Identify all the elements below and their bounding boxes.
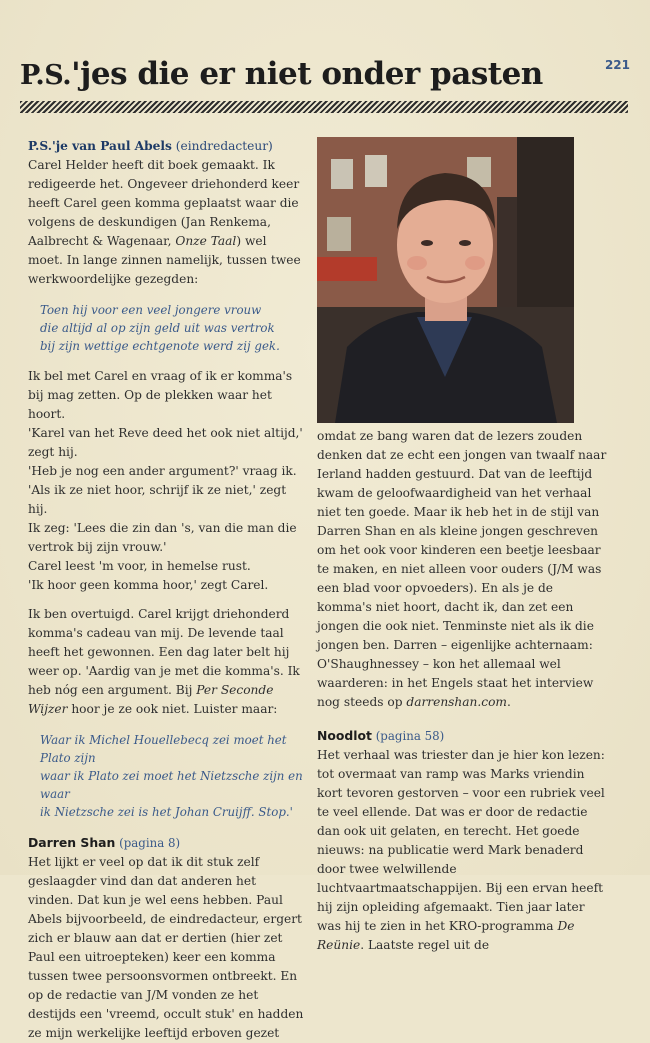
dialogue-line: 'Ik hoor geen komma hoor,' zegt Carel. <box>28 578 269 592</box>
right-paragraph-2 <box>317 746 607 955</box>
quote-2 <box>40 731 304 821</box>
paragraph-4-text: Het lijkt er veel op dat ik dit stuk zelf geslaagder vind dan dat anderen het vinden. Dat kun je wel eens hebben. Paul Abels bijvoorbeeld, de eindredacteur, ergert zich er blauw aan dat er dertien (hier zet Paul een uitroepteken) keer een komma tussen twee persoonsvormen ontbreekt. En op de redactie van <box>28 855 302 1002</box>
section-heading-darren-shan <box>28 833 304 853</box>
paragraph-4 <box>28 853 304 1043</box>
right-p2-em: De Reünie <box>317 919 575 952</box>
paragraph-1-em: Onze Taal <box>175 234 237 248</box>
right-p2-text: Het verhaal was triester dan je hier kon lezen: tot overmaat van ramp was Marks vriendin kort tevoren gestorven – voor een rubriek veel te veel ellende. Dat was er door de redactie dan ook uit gelaten, en terecht. Het goede nieuws: na publicatie werd Mark benaderd door twee welwillende luchtvaartmaatschappijen. Bij een ervan heeft hij zijn opleiding afgemaakt. Tien jaar later was hij te zien in het <box>317 748 605 933</box>
right-p2-mid: -programma <box>477 919 558 933</box>
right-p1-text: omdat ze bang waren dat de lezers zouden denken dat ze echt een jongen van twaalf naar Ierland hadden gestuurd. Dat van de leeftijd kwam de geloofwaardigheid van het verhaal niet ten goede. Maar ik heb het in de stijl van Darren Shan en als kleine jongen geschreven om het ook voor kinderen een beetje leesbaar te maken, en niet alleen voor ouders ( <box>317 429 607 576</box>
section-heading-noodlot <box>317 726 607 746</box>
dialogue-line: Ik zeg: 'Lees die zin dan 's, van die man die vertrok bij zijn vrouw.' <box>28 521 297 554</box>
dialogue-line: 'Karel van het Reve deed het ook niet altijd,' zegt hij. <box>28 426 303 459</box>
paragraph-1-end: ) wel moet. In lange zinnen namelijk, tussen twee werkwoordelijke gezegden: <box>28 234 301 286</box>
page-number: 221 <box>604 58 630 72</box>
dialogue-line: Ik bel met Carel en vraag of ik er komma's bij mag zetten. Op de plekken waar het hoort. <box>28 369 293 421</box>
right-p2-sc: KRO <box>448 919 478 933</box>
page-title <box>20 56 543 92</box>
paragraph-3-text: Ik ben overtuigd. Carel krijgt driehonderd komma's cadeau van mij. De levende taal heeft het gewonnen. Een dag later belt hij weer op. 'Aardig van je met die komma's. Ik heb nóg een argument. Bij <box>28 607 300 697</box>
portrait-illustration <box>317 137 574 423</box>
right-p1-end: . <box>507 695 511 709</box>
dialogue-line: 'Als ik ze niet hoor, schrijf ik ze niet,' zegt hij. <box>28 483 287 516</box>
right-column <box>317 427 607 955</box>
dialogue-line: 'Heb je nog een ander argument?' vraag ik. <box>28 464 297 478</box>
lead-role: (eindredacteur) <box>171 139 273 153</box>
title-rest: 'jes die er niet onder pasten <box>71 56 543 92</box>
portrait-photo <box>317 137 574 423</box>
quote-1-line: die altijd al op zijn geld uit was vertrok <box>40 321 275 335</box>
paragraph-3-end: hoor je ze ook niet. Luister maar: <box>67 702 278 716</box>
paragraph-3-em: Per Seconde Wijzer <box>28 683 274 716</box>
quote-1-line: Toen hij voor een veel jongere vrouw <box>40 303 262 317</box>
right-p1-em: darrenshan.com <box>406 695 507 709</box>
lead-line <box>28 137 304 156</box>
quote-2-line: Waar ik Michel Houellebecq zei moet het Plato zijn <box>40 733 287 765</box>
title-ps: P.S. <box>20 60 72 91</box>
right-p1-sc: J/M <box>552 562 574 576</box>
hatched-divider <box>20 101 628 113</box>
quote-2-line: waar ik Plato zei moet het Nietzsche zijn en waar <box>40 769 303 801</box>
heading-title: Darren Shan <box>28 835 116 850</box>
dialogue-line: Carel leest 'm voor, in hemelse rust. <box>28 559 251 573</box>
heading-title: Noodlot <box>317 728 372 743</box>
paragraph-3 <box>28 605 304 719</box>
paragraph-1 <box>28 156 304 289</box>
paragraph-4-end: vonden ze het destijds een 'vreemd, occult stuk' en hadden ze mijn werkelijke leeftijd erboven gezet <box>28 988 304 1040</box>
spacer <box>28 595 304 605</box>
quote-1-line: bij zijn wettige echtgenote werd zij gek. <box>40 339 280 353</box>
quote-1 <box>40 301 304 355</box>
quote-2-line: ik Nietzsche zei is het Johan Cruijff. Stop.' <box>40 805 293 819</box>
heading-page-ref: (pagina 8) <box>115 836 181 850</box>
right-p1-mid: was een blad voor opvoeders). En als je de komma's niet hoort, dacht ik, dan zet een jongen die ook niet. Tenminste niet als ik die jongen ben. Darren – eigenlijke achternaam: O'Shaughnessey – kon het allemaal wel waarderen: in het Engels staat het interview nog steeds op <box>317 562 602 709</box>
heading-page-ref: (pagina 58) <box>371 729 445 743</box>
paragraph-4-sc: J/M <box>146 988 169 1002</box>
right-paragraph-1 <box>317 427 607 712</box>
paragraph-1-text: Carel Helder heeft dit boek gemaakt. Ik redigeerde het. Ongeveer driehonderd keer heeft Carel geen komma geplaatst waar die volgens de deskundigen (Jan Renkema, Aalbrecht & Wagenaar, <box>28 158 300 248</box>
lead-author: P.S.'je van Paul Abels <box>28 139 172 153</box>
spacer <box>317 712 607 726</box>
right-p2-end: . Laatste regel uit de <box>360 938 490 952</box>
left-column <box>28 137 304 1043</box>
